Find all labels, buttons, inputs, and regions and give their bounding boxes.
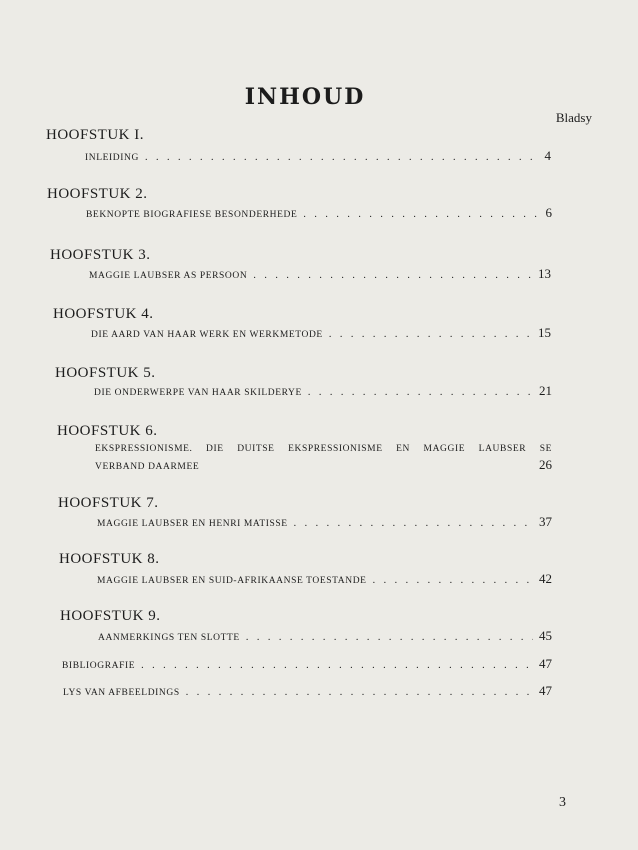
- toc-entry: [98, 628, 552, 644]
- dot-leader: [308, 387, 533, 398]
- dot-leader: [329, 329, 532, 340]
- dot-leader: [246, 632, 533, 643]
- dot-leader: [303, 209, 539, 220]
- toc-entry-title: DIE AARD VAN HAAR WERK EN WERKMETODE: [91, 330, 323, 340]
- toc-entry: [86, 205, 552, 221]
- dot-leader: [294, 518, 533, 529]
- toc-entry-page: 45: [539, 628, 552, 643]
- toc-entry-bibliography: [62, 656, 552, 672]
- page-title: INHOUD: [244, 84, 366, 110]
- dot-leader: [141, 660, 533, 671]
- chapter-heading: HOOFSTUK I.: [46, 127, 145, 143]
- toc-entry-title: INLEIDING: [85, 153, 139, 163]
- chapter-heading: HOOFSTUK 9.: [60, 608, 161, 624]
- toc-entry-page: 4: [544, 148, 551, 163]
- chapter-heading: HOOFSTUK 4.: [53, 306, 154, 322]
- toc-entry-page: 47: [539, 656, 552, 671]
- toc-entry-page: 6: [545, 205, 552, 220]
- chapter-heading: HOOFSTUK 8.: [59, 551, 160, 567]
- toc-entry: [89, 266, 551, 282]
- toc-entry: [85, 148, 551, 164]
- toc-entry-title: MAGGIE LAUBSER EN HENRI MATISSE: [97, 519, 288, 529]
- toc-entry-title-line1: EKSPRESSIONISME. DIE DUITSE EKSPRESSIONISME EN MAGGIE LAUBSER SE: [95, 444, 552, 454]
- chapter-heading: HOOFSTUK 5.: [55, 365, 156, 381]
- toc-entry: [97, 571, 552, 587]
- page-number: 3: [559, 795, 566, 810]
- toc-entry-title: MAGGIE LAUBSER AS PERSOON: [89, 271, 248, 281]
- toc-entry-page: 15: [538, 325, 551, 340]
- chapter-heading: HOOFSTUK 6.: [57, 423, 158, 439]
- toc-entry-title: DIE ONDERWERPE VAN HAAR SKILDERYE: [94, 388, 302, 398]
- dot-leader: [186, 687, 533, 698]
- dot-leader: [145, 152, 539, 163]
- toc-entry-title-line2: VERBAND DAARMEE: [95, 462, 200, 472]
- chapter-heading: HOOFSTUK 2.: [47, 186, 148, 202]
- toc-entry-page: 47: [539, 683, 552, 698]
- toc-entry-page: 37: [539, 514, 552, 529]
- toc-entry-title: BIBLIOGRAFIE: [62, 661, 136, 671]
- toc-entry: [94, 383, 552, 399]
- toc-entry-page: 21: [539, 383, 552, 398]
- page-column-label: Bladsy: [555, 110, 592, 125]
- toc-entry-page: 42: [539, 571, 552, 586]
- toc-entry-page: 26: [539, 457, 552, 472]
- toc-entry-page: 13: [538, 266, 551, 281]
- dot-leader: [373, 575, 533, 586]
- toc-entry: [97, 514, 552, 530]
- toc-entry-title: BEKNOPTE BIOGRAFIESE BESONDERHEDE: [86, 210, 298, 220]
- chapter-heading: HOOFSTUK 7.: [58, 495, 159, 511]
- toc-entry-title: MAGGIE LAUBSER EN SUID-AFRIKAANSE TOESTANDE: [97, 576, 367, 586]
- toc-entry-title: AANMERKINGS TEN SLOTTE: [98, 633, 240, 643]
- toc-entry-illustrations: [63, 683, 552, 699]
- dot-leader: [253, 270, 532, 281]
- chapter-heading: HOOFSTUK 3.: [50, 247, 151, 263]
- toc-entry-title: LYS VAN AFBEELDINGS: [63, 688, 180, 698]
- toc-entry: [91, 325, 551, 341]
- toc-entry: [95, 441, 552, 475]
